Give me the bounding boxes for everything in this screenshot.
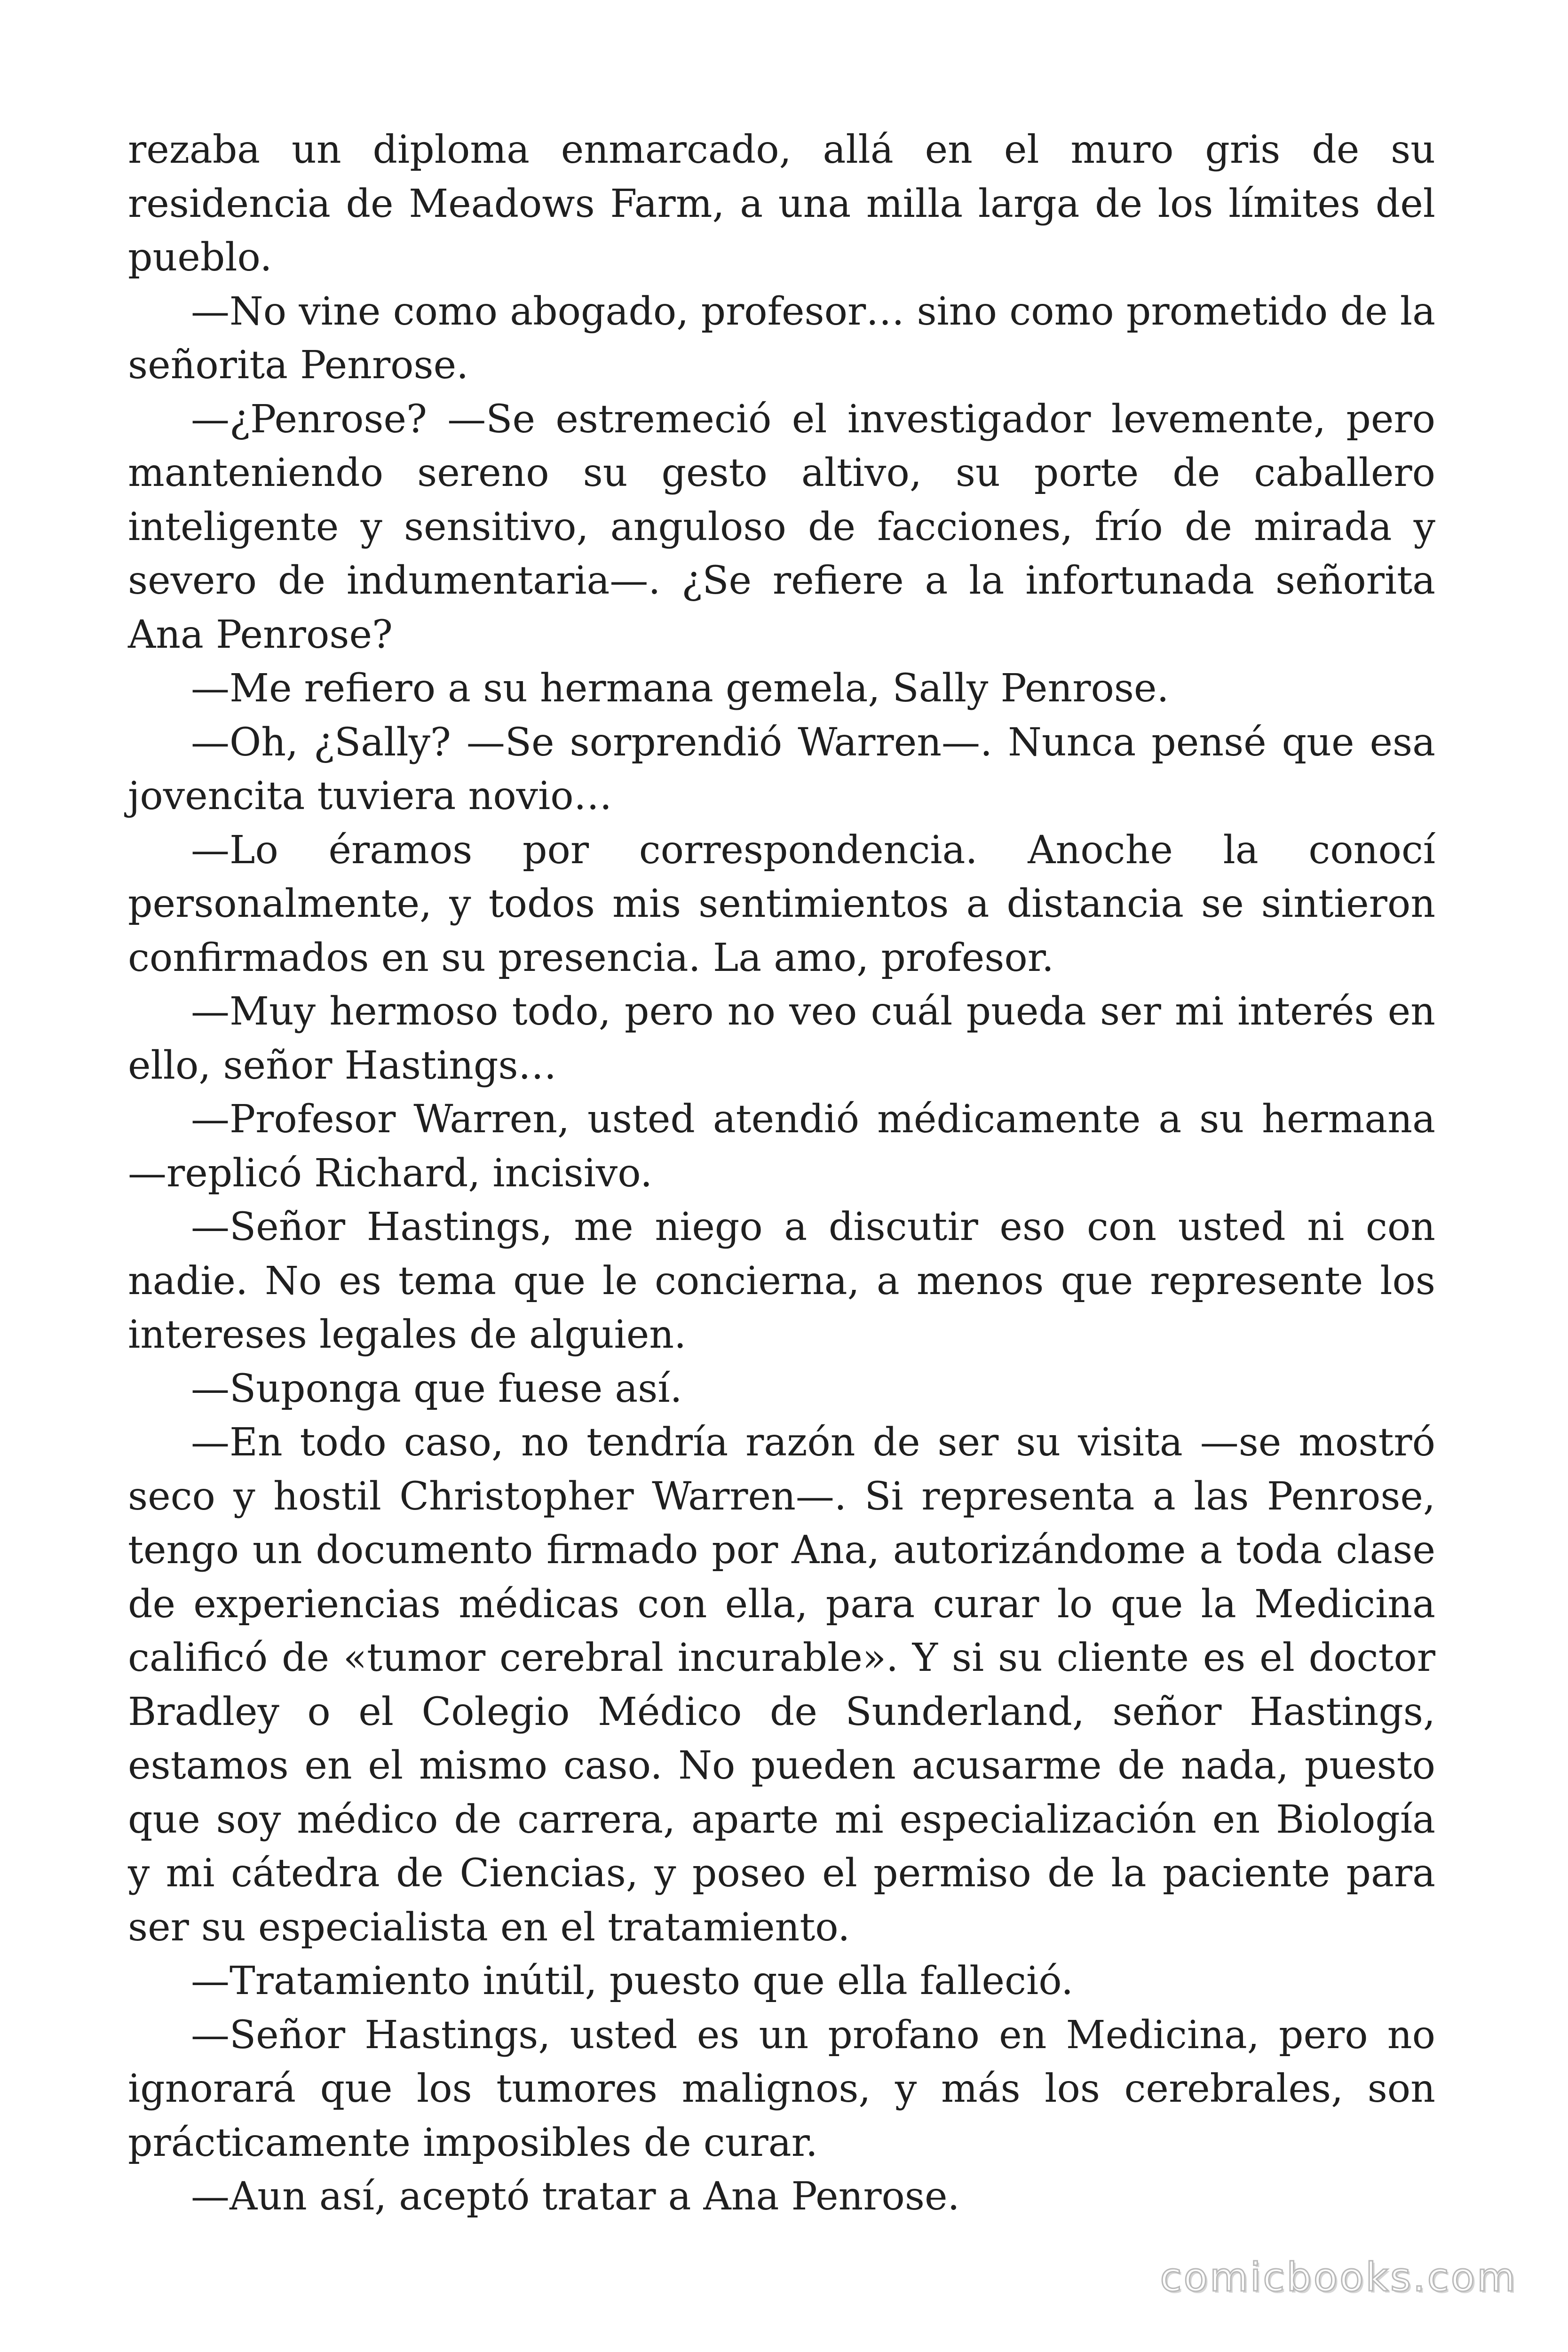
paragraph: —Muy hermoso todo, pero no veo cuál pueda ser mi interés en ello, señor Hastings… — [128, 989, 1435, 1088]
paragraph: —¿Penrose? —Se estremeció el investigador levemente, pero manteniendo sereno su gesto altivo, su porte de caballero inteligente y sensitivo, anguloso de facciones, frío de mirada y severo de indumentaria—. ¿Se refiere a la infortunada señorita Ana Penrose? — [128, 397, 1435, 657]
paragraph: —Señor Hastings, usted es un profano en Medicina, pero no ignorará que los tumores malignos, y más los cerebrales, son prácticamente imposibles de curar. — [128, 2012, 1435, 2165]
paragraph: rezaba un diploma enmarcado, allá en el muro gris de su residencia de Meadows Farm, a una milla larga de los límites del pueblo. — [128, 127, 1435, 280]
paragraph: —Oh, ¿Sally? —Se sorprendió Warren—. Nunca pensé que esa jovencita tuviera novio… — [128, 720, 1435, 818]
body-text — [128, 123, 1435, 2224]
paragraph: —Me refiero a su hermana gemela, Sally Penrose. — [191, 666, 1169, 711]
paragraph: —Señor Hastings, me niego a discutir eso con usted ni con nadie. No es tema que le concierna, a menos que represente los intereses legales de alguien. — [128, 1205, 1435, 1357]
paragraph: —Suponga que fuese así. — [191, 1366, 682, 1411]
paragraph: —Profesor Warren, usted atendió médicamente a su hermana —replicó Richard, incisivo. — [128, 1097, 1435, 1196]
paragraph: —En todo caso, no tendría razón de ser su visita —se mostró seco y hostil Christopher Warren—. Si representa a las Penrose, tengo un documento firmado por Ana, autorizándome a toda clase de experiencias médicas con ella, para curar lo que la Medicina calificó de «tumor cerebral incurable». Y si su cliente es el doctor Bradley o el Colegio Médico de Sunderland, señor Hastings, estamos en el mismo caso. No pueden acusarme de nada, puesto que soy médico de carrera, aparte mi especialización en Biología y mi cátedra de Ciencias, y poseo el permiso de la paciente para ser su especialista en el tratamiento. — [128, 1420, 1435, 1950]
watermark: comicbooks.com — [1160, 2254, 1517, 2300]
paragraph: —Tratamiento inútil, puesto que ella falleció. — [191, 1959, 1074, 2003]
paragraph: —No vine como abogado, profesor… sino como prometido de la señorita Penrose. — [128, 289, 1435, 388]
paragraph: —Aun así, aceptó tratar a Ana Penrose. — [191, 2174, 960, 2219]
paragraph: —Lo éramos por correspondencia. Anoche la conocí personalmente, y todos mis sentimientos a distancia se sintieron confirmados en su presencia. La amo, profesor. — [128, 827, 1435, 980]
